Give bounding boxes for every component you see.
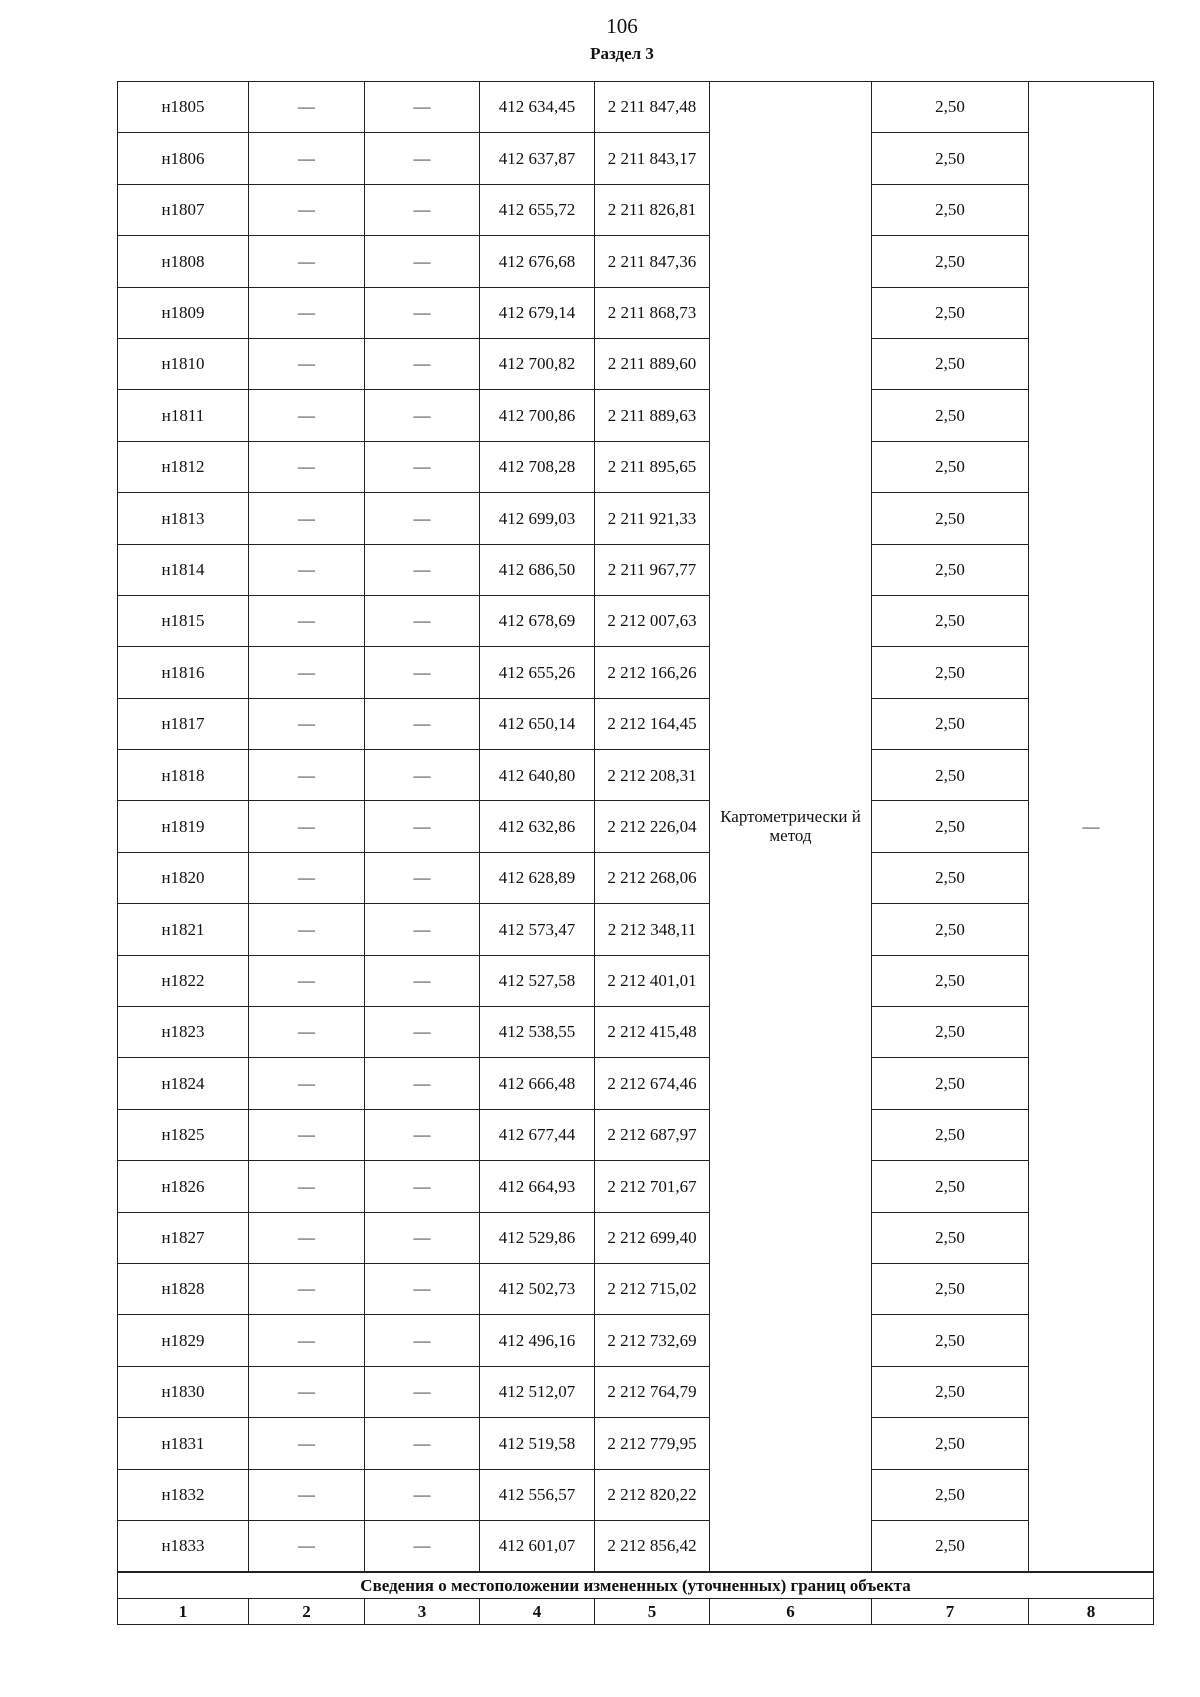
point-cell: н1807 <box>118 184 249 235</box>
accuracy-cell: 2,50 <box>872 955 1029 1006</box>
col2-cell: — <box>249 1418 365 1469</box>
col2-cell: — <box>249 441 365 492</box>
x-coordinate-cell: 412 700,86 <box>480 390 595 441</box>
x-coordinate-cell: 412 655,26 <box>480 647 595 698</box>
col3-cell: — <box>365 287 480 338</box>
x-coordinate-cell: 412 650,14 <box>480 698 595 749</box>
page-number: 106 <box>606 14 638 38</box>
col2-cell: — <box>249 1109 365 1160</box>
point-cell: н1828 <box>118 1263 249 1314</box>
y-coordinate-cell: 2 211 921,33 <box>595 493 710 544</box>
table-row <box>118 1161 1154 1212</box>
column-number: 2 <box>249 1598 365 1624</box>
y-coordinate-cell: 2 212 687,97 <box>595 1109 710 1160</box>
y-coordinate-cell: 2 212 226,04 <box>595 801 710 852</box>
col8-cell: — <box>1029 82 1154 1572</box>
y-coordinate-cell: 2 211 889,60 <box>595 338 710 389</box>
point-cell: н1826 <box>118 1161 249 1212</box>
accuracy-cell: 2,50 <box>872 1212 1029 1263</box>
accuracy-cell: 2,50 <box>872 390 1029 441</box>
accuracy-cell: 2,50 <box>872 236 1029 287</box>
column-number: 6 <box>710 1598 872 1624</box>
column-number: 5 <box>595 1598 710 1624</box>
col2-cell: — <box>249 544 365 595</box>
col2-cell: — <box>249 493 365 544</box>
col2-cell: — <box>249 1315 365 1366</box>
accuracy-cell: 2,50 <box>872 493 1029 544</box>
table-row <box>118 82 1154 133</box>
point-cell: н1830 <box>118 1366 249 1417</box>
x-coordinate-cell: 412 527,58 <box>480 955 595 1006</box>
accuracy-cell: 2,50 <box>872 1469 1029 1520</box>
col3-cell: — <box>365 1212 480 1263</box>
col3-cell: — <box>365 1418 480 1469</box>
col2-cell: — <box>249 1161 365 1212</box>
table-row <box>118 955 1154 1006</box>
accuracy-cell: 2,50 <box>872 287 1029 338</box>
col3-cell: — <box>365 801 480 852</box>
x-coordinate-cell: 412 502,73 <box>480 1263 595 1314</box>
accuracy-cell: 2,50 <box>872 82 1029 133</box>
point-cell: н1813 <box>118 493 249 544</box>
col2-cell: — <box>249 133 365 184</box>
point-cell: н1822 <box>118 955 249 1006</box>
x-coordinate-cell: 412 679,14 <box>480 287 595 338</box>
col2-cell: — <box>249 801 365 852</box>
accuracy-cell: 2,50 <box>872 1161 1029 1212</box>
point-cell: н1820 <box>118 852 249 903</box>
column-number: 1 <box>118 1598 249 1624</box>
col3-cell: — <box>365 493 480 544</box>
section-heading: Сведения о местоположении измененных (уточненных) границ объекта <box>118 1572 1154 1599</box>
y-coordinate-cell: 2 212 007,63 <box>595 595 710 646</box>
point-cell: н1823 <box>118 1007 249 1058</box>
table-row <box>118 544 1154 595</box>
y-coordinate-cell: 2 212 348,11 <box>595 904 710 955</box>
y-coordinate-cell: 2 212 401,01 <box>595 955 710 1006</box>
column-number: 4 <box>480 1598 595 1624</box>
x-coordinate-cell: 412 708,28 <box>480 441 595 492</box>
accuracy-cell: 2,50 <box>872 1058 1029 1109</box>
y-coordinate-cell: 2 211 847,48 <box>595 82 710 133</box>
col3-cell: — <box>365 955 480 1006</box>
x-coordinate-cell: 412 666,48 <box>480 1058 595 1109</box>
x-coordinate-cell: 412 538,55 <box>480 1007 595 1058</box>
x-coordinate-cell: 412 678,69 <box>480 595 595 646</box>
col3-cell: — <box>365 595 480 646</box>
accuracy-cell: 2,50 <box>872 1366 1029 1417</box>
table-footer <box>118 1572 1154 1625</box>
col2-cell: — <box>249 1469 365 1520</box>
point-cell: н1808 <box>118 236 249 287</box>
point-cell: н1818 <box>118 750 249 801</box>
y-coordinate-cell: 2 212 268,06 <box>595 852 710 903</box>
x-coordinate-cell: 412 601,07 <box>480 1520 595 1571</box>
y-coordinate-cell: 2 211 826,81 <box>595 184 710 235</box>
y-coordinate-cell: 2 212 779,95 <box>595 1418 710 1469</box>
accuracy-cell: 2,50 <box>872 338 1029 389</box>
col2-cell: — <box>249 955 365 1006</box>
accuracy-cell: 2,50 <box>872 1007 1029 1058</box>
accuracy-cell: 2,50 <box>872 904 1029 955</box>
y-coordinate-cell: 2 211 967,77 <box>595 544 710 595</box>
y-coordinate-cell: 2 211 843,17 <box>595 133 710 184</box>
col2-cell: — <box>249 1007 365 1058</box>
accuracy-cell: 2,50 <box>872 698 1029 749</box>
table-row <box>118 236 1154 287</box>
col3-cell: — <box>365 1109 480 1160</box>
y-coordinate-cell: 2 212 208,31 <box>595 750 710 801</box>
table-row <box>118 1263 1154 1314</box>
accuracy-cell: 2,50 <box>872 852 1029 903</box>
col2-cell: — <box>249 82 365 133</box>
x-coordinate-cell: 412 519,58 <box>480 1418 595 1469</box>
y-coordinate-cell: 2 212 820,22 <box>595 1469 710 1520</box>
y-coordinate-cell: 2 212 166,26 <box>595 647 710 698</box>
x-coordinate-cell: 412 700,82 <box>480 338 595 389</box>
col3-cell: — <box>365 236 480 287</box>
y-coordinate-cell: 2 212 701,67 <box>595 1161 710 1212</box>
accuracy-cell: 2,50 <box>872 1263 1029 1314</box>
col3-cell: — <box>365 1007 480 1058</box>
point-cell: н1819 <box>118 801 249 852</box>
table-row <box>118 1212 1154 1263</box>
x-coordinate-cell: 412 640,80 <box>480 750 595 801</box>
point-cell: н1829 <box>118 1315 249 1366</box>
col3-cell: — <box>365 133 480 184</box>
col3-cell: — <box>365 1263 480 1314</box>
x-coordinate-cell: 412 677,44 <box>480 1109 595 1160</box>
coordinates-table <box>117 81 1154 1625</box>
table-row <box>118 852 1154 903</box>
table-row <box>118 493 1154 544</box>
col3-cell: — <box>365 904 480 955</box>
table-row <box>118 595 1154 646</box>
col2-cell: — <box>249 236 365 287</box>
point-cell: н1817 <box>118 698 249 749</box>
col2-cell: — <box>249 184 365 235</box>
col3-cell: — <box>365 390 480 441</box>
table-row <box>118 1418 1154 1469</box>
col2-cell: — <box>249 1212 365 1263</box>
col2-cell: — <box>249 698 365 749</box>
x-coordinate-cell: 412 529,86 <box>480 1212 595 1263</box>
col3-cell: — <box>365 1366 480 1417</box>
x-coordinate-cell: 412 676,68 <box>480 236 595 287</box>
col3-cell: — <box>365 544 480 595</box>
column-number: 7 <box>872 1598 1029 1624</box>
x-coordinate-cell: 412 496,16 <box>480 1315 595 1366</box>
col3-cell: — <box>365 184 480 235</box>
table-row <box>118 750 1154 801</box>
accuracy-cell: 2,50 <box>872 1109 1029 1160</box>
col3-cell: — <box>365 82 480 133</box>
accuracy-cell: 2,50 <box>872 801 1029 852</box>
col3-cell: — <box>365 1520 480 1571</box>
col2-cell: — <box>249 1520 365 1571</box>
x-coordinate-cell: 412 632,86 <box>480 801 595 852</box>
point-cell: н1806 <box>118 133 249 184</box>
x-coordinate-cell: 412 637,87 <box>480 133 595 184</box>
x-coordinate-cell: 412 699,03 <box>480 493 595 544</box>
col3-cell: — <box>365 1315 480 1366</box>
y-coordinate-cell: 2 212 856,42 <box>595 1520 710 1571</box>
column-number: 8 <box>1029 1598 1154 1624</box>
accuracy-cell: 2,50 <box>872 1418 1029 1469</box>
y-coordinate-cell: 2 211 895,65 <box>595 441 710 492</box>
point-cell: н1811 <box>118 390 249 441</box>
col2-cell: — <box>249 852 365 903</box>
accuracy-cell: 2,50 <box>872 750 1029 801</box>
table-row <box>118 338 1154 389</box>
table-row <box>118 1058 1154 1109</box>
col3-cell: — <box>365 698 480 749</box>
y-coordinate-cell: 2 212 732,69 <box>595 1315 710 1366</box>
x-coordinate-cell: 412 573,47 <box>480 904 595 955</box>
y-coordinate-cell: 2 212 164,45 <box>595 698 710 749</box>
y-coordinate-cell: 2 211 847,36 <box>595 236 710 287</box>
col2-cell: — <box>249 338 365 389</box>
table-row <box>118 390 1154 441</box>
col3-cell: — <box>365 750 480 801</box>
point-cell: н1827 <box>118 1212 249 1263</box>
table-row <box>118 133 1154 184</box>
col3-cell: — <box>365 1469 480 1520</box>
col2-cell: — <box>249 1058 365 1109</box>
table-row <box>118 1315 1154 1366</box>
col2-cell: — <box>249 647 365 698</box>
point-cell: н1815 <box>118 595 249 646</box>
accuracy-cell: 2,50 <box>872 595 1029 646</box>
y-coordinate-cell: 2 212 764,79 <box>595 1366 710 1417</box>
point-cell: н1805 <box>118 82 249 133</box>
x-coordinate-cell: 412 634,45 <box>480 82 595 133</box>
col3-cell: — <box>365 1058 480 1109</box>
point-cell: н1810 <box>118 338 249 389</box>
table-row <box>118 184 1154 235</box>
col2-cell: — <box>249 1366 365 1417</box>
y-coordinate-cell: 2 211 889,63 <box>595 390 710 441</box>
section-heading-row <box>118 1572 1154 1599</box>
col3-cell: — <box>365 647 480 698</box>
table-row <box>118 1520 1154 1571</box>
table-body <box>118 82 1154 1572</box>
table-row <box>118 801 1154 852</box>
col2-cell: — <box>249 390 365 441</box>
point-cell: н1812 <box>118 441 249 492</box>
col2-cell: — <box>249 904 365 955</box>
accuracy-cell: 2,50 <box>872 1315 1029 1366</box>
table-row <box>118 1109 1154 1160</box>
x-coordinate-cell: 412 664,93 <box>480 1161 595 1212</box>
point-cell: н1832 <box>118 1469 249 1520</box>
table-row <box>118 441 1154 492</box>
point-cell: н1831 <box>118 1418 249 1469</box>
col3-cell: — <box>365 1161 480 1212</box>
col2-cell: — <box>249 1263 365 1314</box>
point-cell: н1833 <box>118 1520 249 1571</box>
accuracy-cell: 2,50 <box>872 1520 1029 1571</box>
col2-cell: — <box>249 750 365 801</box>
x-coordinate-cell: 412 512,07 <box>480 1366 595 1417</box>
table-row <box>118 1007 1154 1058</box>
col2-cell: — <box>249 595 365 646</box>
point-cell: н1821 <box>118 904 249 955</box>
table-row <box>118 1366 1154 1417</box>
table-row <box>118 287 1154 338</box>
table-row <box>118 904 1154 955</box>
accuracy-cell: 2,50 <box>872 441 1029 492</box>
point-cell: н1809 <box>118 287 249 338</box>
y-coordinate-cell: 2 212 699,40 <box>595 1212 710 1263</box>
table-row <box>118 698 1154 749</box>
point-cell: н1816 <box>118 647 249 698</box>
col3-cell: — <box>365 338 480 389</box>
table-row <box>118 1469 1154 1520</box>
x-coordinate-cell: 412 628,89 <box>480 852 595 903</box>
accuracy-cell: 2,50 <box>872 133 1029 184</box>
y-coordinate-cell: 2 212 715,02 <box>595 1263 710 1314</box>
point-cell: н1824 <box>118 1058 249 1109</box>
method-cell: Картометрически й метод <box>710 82 872 1572</box>
accuracy-cell: 2,50 <box>872 647 1029 698</box>
x-coordinate-cell: 412 655,72 <box>480 184 595 235</box>
accuracy-cell: 2,50 <box>872 184 1029 235</box>
col3-cell: — <box>365 441 480 492</box>
column-number: 3 <box>365 1598 480 1624</box>
x-coordinate-cell: 412 556,57 <box>480 1469 595 1520</box>
x-coordinate-cell: 412 686,50 <box>480 544 595 595</box>
point-cell: н1825 <box>118 1109 249 1160</box>
y-coordinate-cell: 2 212 674,46 <box>595 1058 710 1109</box>
table-row <box>118 647 1154 698</box>
accuracy-cell: 2,50 <box>872 544 1029 595</box>
y-coordinate-cell: 2 212 415,48 <box>595 1007 710 1058</box>
section-title: Раздел 3 <box>590 44 654 63</box>
y-coordinate-cell: 2 211 868,73 <box>595 287 710 338</box>
column-number-row <box>118 1598 1154 1624</box>
point-cell: н1814 <box>118 544 249 595</box>
col3-cell: — <box>365 852 480 903</box>
col2-cell: — <box>249 287 365 338</box>
